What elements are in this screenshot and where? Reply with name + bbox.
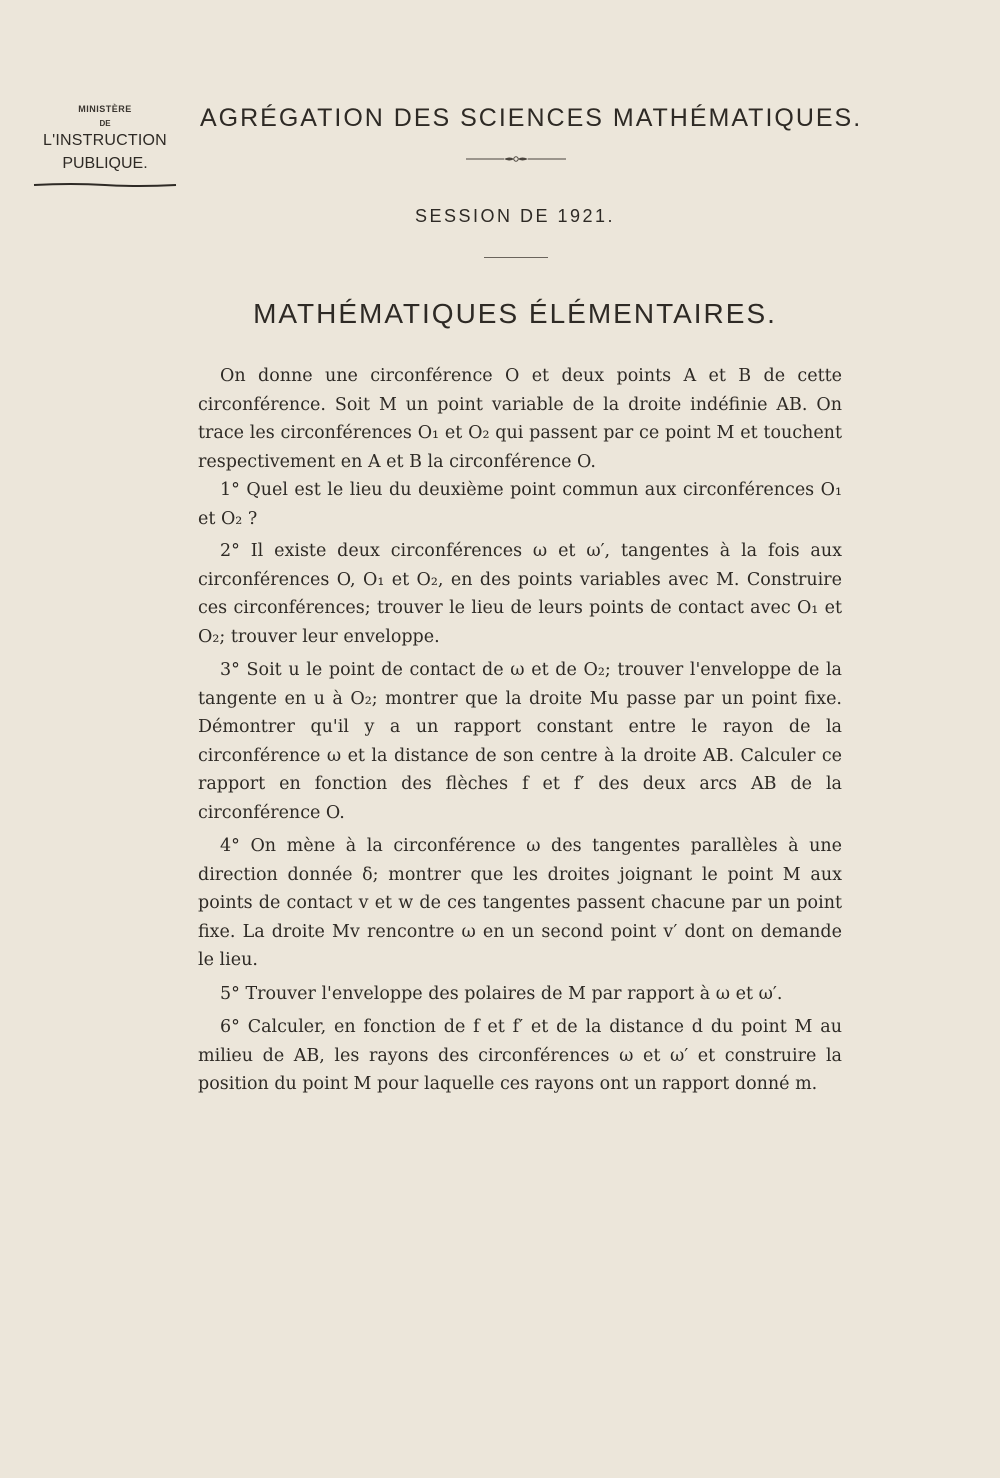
question-2: 2° Il existe deux circonférences ω et ω′, tangentes à la fois aux circonférences O, O₁ et O₂, en des points variables avec M. Construire ces circonférences; trouver le lieu de leurs points de contact avec O₁ et O₂; trouver leur enveloppe. (198, 541, 842, 647)
ministry-line-1: MINISTÈRE (78, 104, 132, 114)
ministry-line-2: DE (99, 119, 111, 128)
ministry-line-4: PUBLIQUE. (62, 155, 148, 172)
subject-heading: MATHÉMATIQUES ÉLÉMENTAIRES. (253, 298, 777, 329)
question-5: 5° Trouver l'enveloppe des polaires de M par rapport à ω et ω′. (220, 983, 783, 1004)
session-heading: SESSION DE 1921. (414, 206, 616, 226)
title-ornament (466, 154, 566, 164)
problem-statement: On donne une circonférence O et deux points A et B de cette circonférence. Soit M un point variable de la droite indéfinie AB. On trace les circonférences O₁ et O₂ qui passent par ce point M et touchent respectivement en A et B la circonférence O. (198, 366, 842, 472)
session-rule (484, 257, 548, 258)
question-1: 1° Quel est le lieu du deuxième point commun aux circonférences O₁ et O₂ ? (198, 480, 842, 529)
ministry-block (30, 104, 180, 189)
question-4: 4° On mène à la circonférence ω des tangentes parallèles à une direction donnée δ; montrer que les droites joignant le point M aux points de contact v et w de ces tangentes passent chacune par un point fixe. La droite Mv rencontre ω en un second point v′ dont on demande le lieu. (198, 836, 842, 970)
ministry-ornament-rule (32, 181, 178, 189)
ministry-line-3: L'INSTRUCTION (43, 132, 167, 149)
question-6: 6° Calculer, en fonction de f et f′ et de la distance d du point M au milieu de AB, les rayons des circonférences ω et ω′ et construire la position du point M pour laquelle ces rayons ont un rapport donné m. (198, 1017, 842, 1094)
question-3: 3° Soit u le point de contact de ω et de O₂; trouver l'enveloppe de la tangente en u à O₂; montrer que la droite Mu passe par un point fixe. Démontrer qu'il y a un rapport constant entre le rayon de la circonférence ω et la distance de son centre à la droite AB. Calculer ce rapport en fonction des flèches f et f′ des deux arcs AB de la circonférence O. (198, 660, 842, 823)
problem-text (198, 362, 842, 1104)
exam-title: AGRÉGATION DES SCIENCES MATHÉMATIQUES. (200, 104, 863, 132)
